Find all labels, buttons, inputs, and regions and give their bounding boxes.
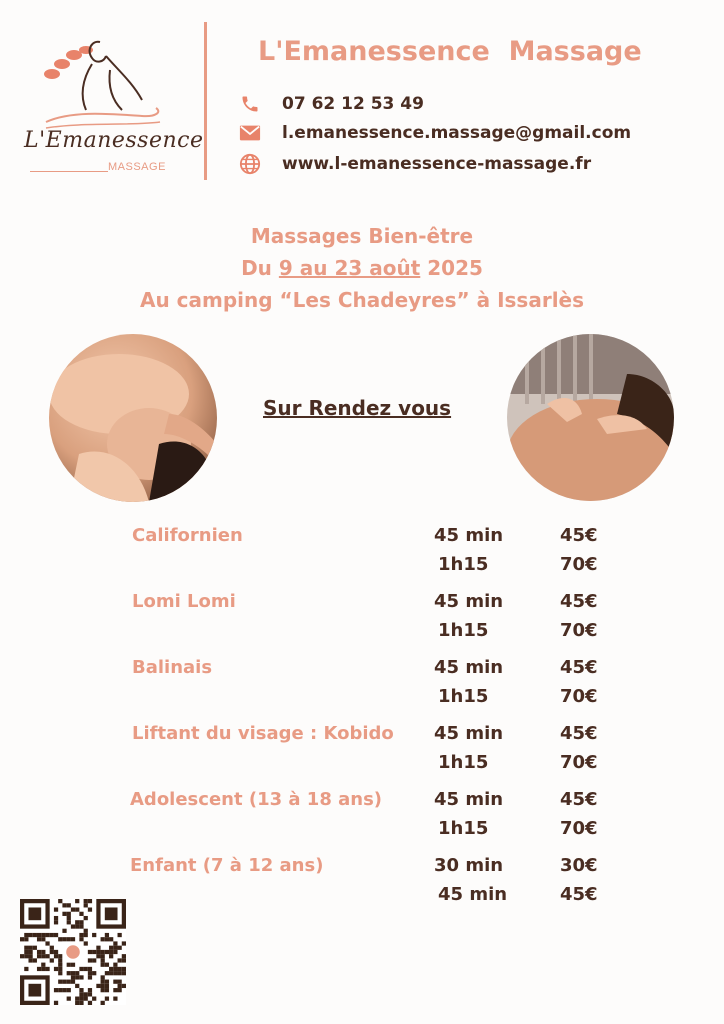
service-price: 70€: [560, 818, 598, 839]
logo-script-text: L'Emanessence: [24, 128, 204, 153]
website-url: www.l-emanessence-massage.fr: [282, 154, 592, 174]
logo-underline: [30, 171, 108, 172]
phone-row[interactable]: [238, 92, 424, 116]
headline-title: Massages Bien-être: [250, 224, 474, 248]
service-duration: 1h15: [438, 620, 489, 641]
brand-logo: [22, 30, 204, 180]
headline-location: Au camping “Les Chadeyres” à Issarlès: [139, 288, 585, 312]
dates-prefix: Du: [241, 256, 279, 280]
service-price: 45€: [560, 657, 598, 678]
service-duration: 45 min: [434, 723, 504, 744]
back-massage-photo: [507, 334, 674, 501]
dates-year: 2025: [420, 256, 483, 280]
globe-icon: [238, 152, 262, 176]
service-duration: 45 min: [434, 657, 504, 678]
service-price: 70€: [560, 686, 598, 707]
service-duration: 1h15: [438, 818, 489, 839]
website-row[interactable]: [238, 152, 591, 176]
service-name: Adolescent (13 à 18 ans): [130, 789, 383, 810]
logo-sub-text: MASSAGE: [108, 161, 166, 173]
service-duration: 1h15: [438, 752, 489, 773]
appointment-notice: Sur Rendez vous: [263, 396, 452, 420]
email-row[interactable]: [238, 121, 631, 145]
service-name: Enfant (7 à 12 ans): [130, 855, 324, 876]
dates-range: 9 au 23 août: [278, 256, 421, 280]
face-massage-photo: [49, 334, 217, 502]
service-price: 45€: [560, 723, 598, 744]
service-duration: 45 min: [434, 789, 504, 810]
header-divider: [204, 22, 207, 180]
service-price: 45€: [560, 591, 598, 612]
qr-code-icon: [20, 899, 126, 1005]
service-price: 30€: [560, 855, 598, 876]
service-duration: 1h15: [438, 554, 489, 575]
phone-number: 07 62 12 53 49: [282, 94, 424, 114]
service-name: Lomi Lomi: [132, 591, 236, 612]
mail-icon: [238, 121, 262, 145]
service-name: Californien: [132, 525, 243, 546]
phone-icon: [238, 92, 262, 116]
service-price: 70€: [560, 752, 598, 773]
service-duration: 30 min: [434, 855, 504, 876]
service-price: 70€: [560, 554, 598, 575]
service-price: 70€: [560, 620, 598, 641]
massage-figure-icon: [22, 30, 182, 140]
service-name: Liftant du visage : Kobido: [132, 723, 394, 744]
service-price: 45€: [560, 884, 598, 905]
service-name: Balinais: [132, 657, 213, 678]
service-price: 45€: [560, 789, 598, 810]
email-address: l.emanessence.massage@gmail.com: [282, 123, 632, 143]
service-duration: 1h15: [438, 686, 489, 707]
service-duration: 45 min: [438, 884, 508, 905]
service-duration: 45 min: [434, 591, 504, 612]
brand-title: L'Emanessence Massage: [258, 36, 642, 67]
service-duration: 45 min: [434, 525, 504, 546]
headline-dates: [0, 256, 724, 280]
qr-code[interactable]: [20, 899, 126, 1005]
service-price: 45€: [560, 525, 598, 546]
